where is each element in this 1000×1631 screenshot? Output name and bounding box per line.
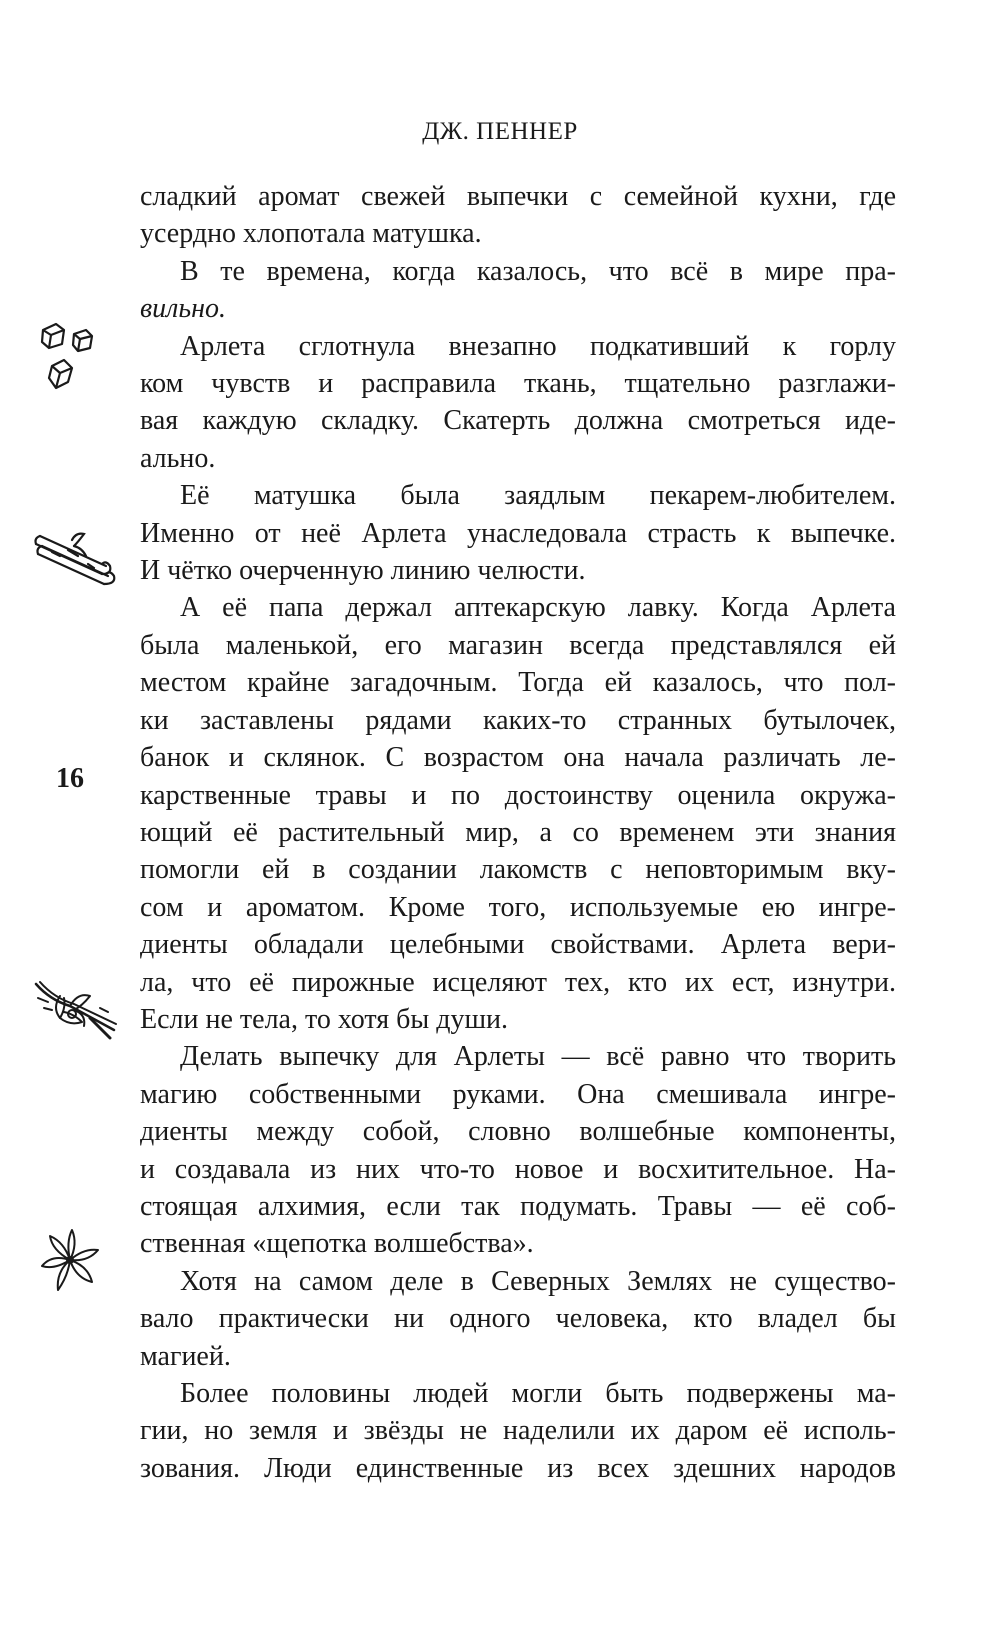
text-line: карственные травы и по достоинству оценила окружа- <box>140 779 896 811</box>
text-line: диенты между собой, словно волшебные компоненты, <box>140 1116 896 1148</box>
text-line: гии, но земля и звёзды не наделили их даром её исполь- <box>140 1415 896 1447</box>
text-line: Арлета сглотнула внезапно подкативший к горлу <box>180 330 896 362</box>
text-line: стоящая алхимия, если так подумать. Травы — её соб- <box>140 1190 896 1222</box>
text-line: и создавала из них что-то новое и восхитительное. На- <box>140 1153 896 1185</box>
text-line: ком чувств и расправила ткань, тщательно разглажи- <box>140 368 896 400</box>
text-line: Делать выпечку для Арлеты — всё равно что творить <box>180 1041 896 1073</box>
text-line: ственная «щепотка волшебства». <box>140 1228 534 1260</box>
text-line: сом и ароматом. Кроме того, используемые ею ингре- <box>140 891 896 923</box>
text-line: вая каждую складку. Скатерть должна смотреться иде- <box>140 405 896 437</box>
page-number: 16 <box>56 763 84 794</box>
text-line: местом крайне загадочным. Тогда ей казалось, что пол- <box>140 667 896 699</box>
text-line: банок и склянок. С возрастом она начала различать ле- <box>140 742 896 774</box>
text-line: ла, что её пирожные исцеляют тех, кто их ест, изнутри. <box>140 966 896 998</box>
text-line: И чётко очерченную линию челюсти. <box>140 555 586 587</box>
star-anise-icon <box>40 1228 100 1292</box>
text-line: магией. <box>140 1340 231 1372</box>
vanilla-flower-icon <box>30 978 120 1048</box>
text-line: магию собственными руками. Она смешивала ингре- <box>140 1078 896 1110</box>
text-line: ющий её растительный мир, а со временем эти знания <box>140 816 896 848</box>
running-head: ДЖ. ПЕННЕР <box>422 118 578 145</box>
text-line: была маленькой, его магазин всегда представлялся ей <box>140 629 896 661</box>
text-line: диенты обладали целебными свойствами. Арлета вери- <box>140 929 896 961</box>
text-line: усердно хлопотала матушка. <box>140 218 482 250</box>
text-line: ально. <box>140 442 216 474</box>
text-line-part: В те времена, когда казалось, что всё в мире пра- <box>180 255 896 287</box>
text-line: ки заставлены рядами каких-то странных бутылочек, <box>140 704 896 736</box>
text-line: вало практически ни одного человека, кто владел бы <box>140 1303 896 1335</box>
cinnamon-sticks-icon <box>32 522 122 592</box>
text-line: зования. Люди единственные из всех здешних народов <box>140 1452 896 1484</box>
text-line: А её папа держал аптекарскую лавку. Когда Арлета <box>180 592 896 624</box>
text-line <box>140 253 896 290</box>
text-line: вильно. <box>140 293 226 325</box>
text-line: Более половины людей могли быть подвержены ма- <box>180 1378 896 1409</box>
text-line: Именно от неё Арлета унаследовала страсть к выпечке. <box>140 517 896 549</box>
text-line: Если не тела, то хотя бы души. <box>140 1003 508 1035</box>
text-line: сладкий аромат свежей выпечки с семейной кухни, где <box>140 181 896 212</box>
sugar-cubes-icon <box>38 318 98 398</box>
body-text <box>140 178 896 1487</box>
text-line: Её матушка была заядлым пекарем-любителем. <box>180 480 896 512</box>
text-line: Хотя на самом деле в Северных Землях не существо- <box>180 1265 896 1297</box>
text-line: помогли ей в создании лакомств с неповторимым вку- <box>140 854 896 886</box>
